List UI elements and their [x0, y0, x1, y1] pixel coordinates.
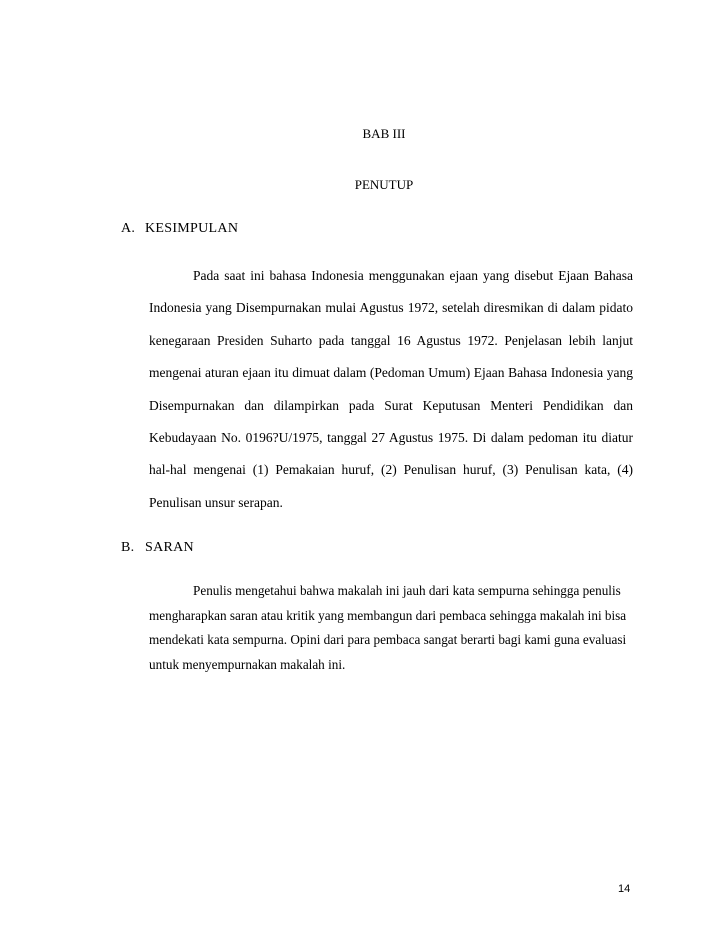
page-number: 14: [618, 883, 631, 895]
paragraph-text: Pada saat ini bahasa Indonesia menggunakan ejaan yang disebut Ejaan Bahasa Indonesia yang Disempurnakan mulai Agustus 1972, setelah diresmikan di dalam pidato kenegaraan Presiden Suharto pada tanggal 16 Agustus 1972. Penjelasan lebih lanjut mengenai aturan ejaan itu dimuat dalam (Pedoman Umum) Ejaan Bahasa Indonesia yang Disempurnakan dan dilampirkan pada Surat Keputusan Menteri Pendidikan dan Kebudayaan No. 0196?U/1975, tanggal 27 Agustus 1975. Di dalam pedoman itu diatur hal-hal mengenai (1) Pemakaian huruf, (2) Penulisan huruf, (3) Penulisan kata, (4) Penulisan unsur serapan.: [149, 268, 633, 510]
paragraph-saran: [149, 579, 633, 677]
section-marker: A.: [121, 221, 136, 236]
paragraph-text: Penulis mengetahui bahwa makalah ini jauh dari kata sempurna sehingga penulis mengharapkan saran atau kritik yang membangun dari pembaca sehingga makalah ini bisa mendekati kata sempurna. Opini dari para pembaca sangat berarti bagi kami guna evaluasi untuk menyempurnakan makalah ini.: [149, 583, 627, 672]
chapter-title: PENUTUP: [354, 177, 414, 192]
section-heading-text: SARAN: [145, 540, 194, 555]
section-heading-text: KESIMPULAN: [145, 221, 239, 236]
paragraph-kesimpulan: [149, 260, 633, 519]
section-heading-saran: [121, 540, 194, 556]
chapter-number: BAB III: [362, 126, 406, 141]
section-marker: B.: [121, 540, 135, 555]
section-heading-kesimpulan: [121, 221, 238, 237]
